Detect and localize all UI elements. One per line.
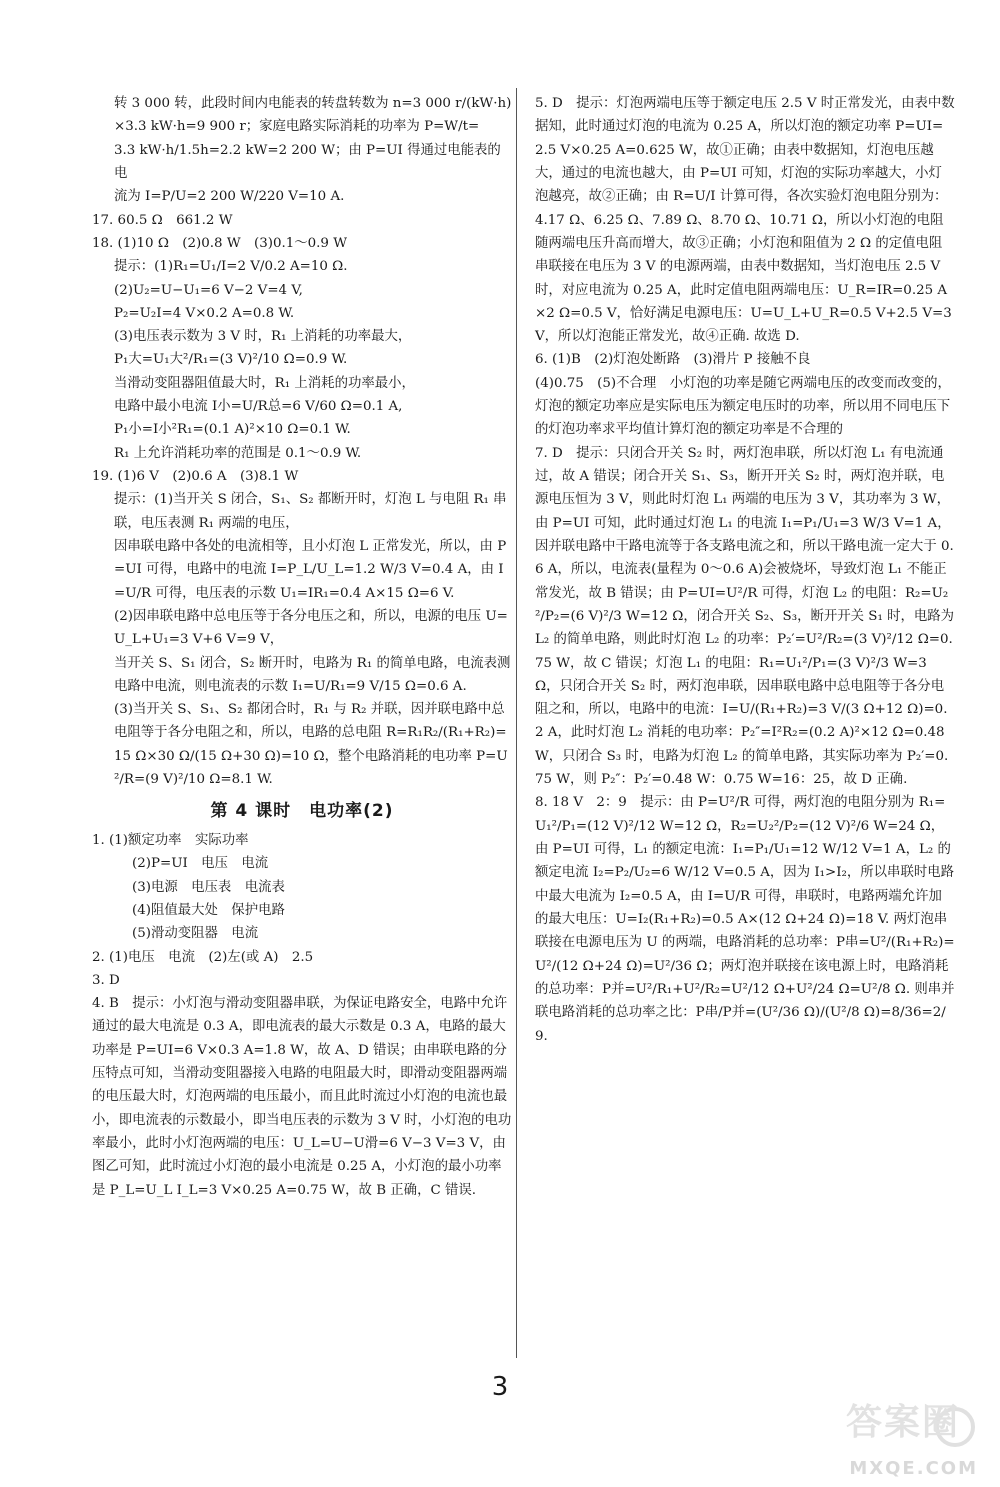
answer-line: 提示：(1)当开关 S 闭合，S₁、S₂ 都断开时，灯泡 L 与电阻 R₁ 串联，电压表测 R₁ 两端的电压， bbox=[114, 492, 507, 531]
answer-line: 6. (1)B (2)灯泡处断路 (3)滑片 P 接触不良 bbox=[535, 352, 811, 368]
answer-line: 17. 60.5 Ω 661.2 W bbox=[92, 212, 233, 228]
answer-line: (4)0.75 (5)不合理 小灯泡的功率是随它两端电压的改变而改变的，灯泡的额定功率应是实际电压为额定电压时的功率，所以用不同电压下的灯泡功率求平均值计算灯泡的额定功率是不合理的 bbox=[535, 375, 951, 438]
answer-line: (3)电源 电压表 电流表 bbox=[132, 879, 285, 895]
answer-line: 当滑动变阻器阻值最大时，R₁ 上消耗的功率最小， bbox=[114, 375, 415, 391]
answer-line: 提示：(1)R₁=U₁/I=2 V/0.2 A=10 Ω. bbox=[114, 259, 348, 275]
answer-line: 当开关 S、S₁ 闭合，S₂ 断开时，电路为 R₁ 的简单电路，电流表测电路中电流，则电流表的示数 I₁=U/R₁=9 V/15 Ω=0.6 A. bbox=[114, 655, 511, 694]
answer-line: 流为 I=P/U=2 200 W/220 V=10 A. bbox=[114, 189, 345, 205]
answer-line: P₁大=U₁大²/R₁=(3 V)²/10 Ω=0.9 W. bbox=[114, 352, 348, 368]
answer-line: (5)滑动变阻器 电流 bbox=[132, 926, 259, 942]
answer-line: (2)P=UI 电压 电流 bbox=[132, 856, 269, 872]
answer-line: 18. (1)10 Ω (2)0.8 W (3)0.1～0.9 W bbox=[92, 235, 347, 251]
answer-line: 4. B 提示：小灯泡与滑动变阻器串联，为保证电路安全，电路中允许通过的最大电流是 0.3 A，即电流表的最大示数是 0.3 A，电路的最大功率是 P=UI=6 V×0.3 A=1.8 W，故 A、D 错误；由串联电路的分压特点可知，当滑动变阻器接入电路的电阻最大时，即滑动变阻器两端的电压最大时，灯泡两端的电压最小，而且此时流过小灯泡的电流也最小，即电流表的示数最小，即当电压表的示数为 3 V 时，小灯泡的电功率最小，此时小灯泡两端的电压：U_L=U−U滑=6 V−3 V=3 V，由图乙可知，此时流过小灯泡的最小电流是 0.25 A，小灯泡的最小功率是 P_L=U_L I_L=3 V×0.25 A=0.75 W，故 B 正确，C 错误. bbox=[92, 996, 512, 1198]
answer-line: 7. D 提示：只闭合开关 S₂ 时，两灯泡串联，所以灯泡 L₁ 有电流通过，故 A 错误；闭合开关 S₁、S₃，断开开关 S₂ 时，两灯泡并联，电源电压恒为 3 V，则此时灯泡 L₁ 两端的电压为 3 V，其功率为 3 W，由 P=UI 可知，此时通过灯泡 L₁ 的电流 I₁=P₁/U₁=3 W/3 V=1 A，因并联电路中干路电流等于各支路电流之和，所以干路电流一定大于 0.6 A，所以，电流表(量程为 0～0.6 A)会被烧坏，导致灯泡 L₁ 不能正常发光，故 B 错误；由 P=UI=U²/R 可得，灯泡 L₂ 的电阻：R₂=U₂²/P₂=(6 V)²/3 W=12 Ω，闭合开关 S₂、S₃，断开开关 S₁ 时，电路为 L₂ 的简单电路，则此时灯泡 L₂ 的功率：P₂′=U²/R₂=(3 V)²/12 Ω=0.75 W，故 C 错误；灯泡 L₁ 的电阻：R₁=U₁²/P₁=(3 V)²/3 W=3 Ω，只闭合开关 S₂ 时，两灯泡串联，因串联电路中总电阻等于各分电阻之和，所以，电路中的电流：I=U/(R₁+R₂)=3 V/(3 Ω+12 Ω)=0.2 A，此时灯泡 L₂ 消耗的电功率：P₂″=I²R₂=(0.2 A)²×12 Ω=0.48 W，只闭合 S₃ 时，电路为灯泡 L₂ 的简单电路，其实际功率为 P₂′=0.75 W，则 P₂″：P₂′=0.48 W：0.75 W=16：25，故 D 正确. bbox=[535, 445, 955, 788]
answer-line: P₂=U₂I=4 V×0.2 A=0.8 W. bbox=[114, 305, 295, 321]
answer-line: (3)当开关 S、S₁、S₂ 都闭合时，R₁ 与 R₂ 并联，因并联电路中总电阻等于各分电阻之和，所以，电路的总电阻 R=R₁R₂/(R₁+R₂)=15 Ω×30 Ω/(15 Ω+30 Ω)=10 Ω，整个电路消耗的电功率 P=U²/R=(9 V)²/10 Ω=8.1 W. bbox=[114, 702, 508, 788]
answer-line: 3. D bbox=[92, 972, 120, 988]
answer-line: 转 3 000 转，此段时间内电能表的转盘转数为 n=3 000 r/(kW·h) bbox=[114, 96, 512, 111]
answer-line: (3)电压表示数为 3 V 时，R₁ 上消耗的功率最大， bbox=[114, 329, 412, 345]
column-divider bbox=[516, 88, 517, 1358]
answer-line: 因串联电路中各处的电流相等，且小灯泡 L 正常发光，所以，由 P=UI 可得，电路中的电流 I=P_L/U_L=1.2 W/3 V=0.4 A，由 I=U/R 可得，电压表的示数 U₁=IR₁=0.4 A×15 Ω=6 V. bbox=[114, 538, 507, 601]
answer-line: (2)因串联电路中总电压等于各分电压之和，所以，电源的电压 U=U_L+U₁=3 V+6 V=9 V， bbox=[114, 608, 508, 648]
answer-line: ×3.3 kW·h=9 900 r；家庭电路实际消耗的功率为 P=W/t= bbox=[114, 119, 480, 135]
watermark-cn-text: 答案圈 bbox=[845, 1402, 960, 1443]
left-column bbox=[92, 92, 512, 1202]
answer-line: (4)阻值最大处 保护电路 bbox=[132, 902, 285, 918]
right-column bbox=[535, 92, 955, 1048]
answer-line: 5. D 提示：灯泡两端电压等于额定电压 2.5 V 时正常发光，由表中数据知，此时通过灯泡的电流为 0.25 A，所以灯泡的额定功率 P=UI=2.5 V×0.25 A=0.625 W，故①正确；由表中数据知，灯泡电压越大，通过的电流也越大，由 P=UI 可知，灯泡的实际功率越大，小灯泡越亮，故②正确；由 R=U/I 计算可得，各次实验灯泡电阻分别为：4.17 Ω、6.25 Ω、7.89 Ω、8.70 Ω、10.71 Ω，所以小灯泡的电阻随两端电压升高而增大，故③正确；小灯泡和阻值为 2 Ω 的定值电阻串联接在电压为 3 V 的电源两端，由表中数据知，当灯泡电压 2.5 V 时，对应电流为 0.25 A，此时定值电阻两端电压：U_R=IR=0.25 A×2 Ω=0.5 V，恰好满足电源电压：U=U_L+U_R=0.5 V+2.5 V=3 V，所以灯泡能正常发光，故④正确. 故选 D. bbox=[535, 96, 955, 345]
watermark-url-text: MXQE.COM bbox=[849, 1458, 978, 1479]
answer-line: (2)U₂=U−U₁=6 V−2 V=4 V, bbox=[114, 282, 303, 298]
answer-line: 电路中最小电流 I小=U/R总=6 V/60 Ω=0.1 A, bbox=[114, 399, 403, 415]
answer-line: 8. 18 V 2：9 提示：由 P=U²/R 可得，两灯泡的电阻分别为 R₁=U₁²/P₁=(12 V)²/12 W=12 Ω，R₂=U₂²/P₂=(12 V)²/6 W=24 Ω，由 P=UI 可得，L₁ 的额定电流：I₁=P₁/U₁=12 W/12 V=1 A，L₂ 的额定电流 I₂=P₂/U₂=6 W/12 V=0.5 A，因为 I₁>I₂，所以串联时电路中最大电流为 I₂=0.5 A，由 I=U/R 可得，串联时，电路两端允许加的最大电压：U=I₂(R₁+R₂)=0.5 A×(12 Ω+24 Ω)=18 V. 两灯泡串联接在电源电压为 U 的两端，电路消耗的总功率：P串=U²/(R₁+R₂)=U²/(12 Ω+24 Ω)=U²/36 Ω；两灯泡并联接在该电源上时，电路消耗的总功率：P并=U²/R₁+U²/R₂=U²/12 Ω+U²/24 Ω=U²/8 Ω. 则串并联电路消耗的总功率之比：P串/P并=(U²/36 Ω)/(U²/8 Ω)=8/36=2/9. bbox=[535, 795, 955, 1044]
page-number: 3 bbox=[491, 1372, 509, 1402]
answer-line: 1. (1)额定功率 实际功率 bbox=[92, 832, 249, 848]
answer-line: 3.3 kW·h/1.5h=2.2 kW=2 200 W；由 P=UI 得通过电能表的电 bbox=[114, 142, 501, 181]
answer-line: 2. (1)电压 电流 (2)左(或 A) 2.5 bbox=[92, 949, 314, 965]
section-title: 第 4 课时 电功率(2) bbox=[210, 801, 394, 822]
answer-line: 19. (1)6 V (2)0.6 A (3)8.1 W bbox=[92, 469, 299, 484]
answer-line: P₁小=I小²R₁=(0.1 A)²×10 Ω=0.1 W. bbox=[114, 422, 351, 438]
answer-line: R₁ 上允许消耗功率的范围是 0.1～0.9 W. bbox=[114, 445, 362, 461]
